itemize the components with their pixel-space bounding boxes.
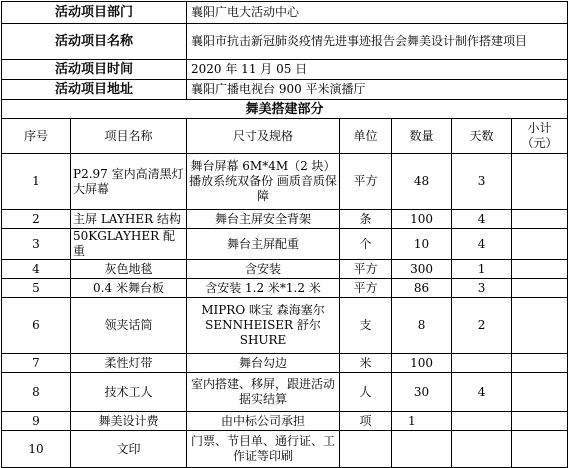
row-subtotal <box>512 298 568 354</box>
row-item: 灰色地毯 <box>71 260 187 279</box>
time-label: 活动项目时间 <box>2 60 187 80</box>
row-no: 2 <box>2 210 71 229</box>
row-spec: 舞台主屏配重 <box>187 229 340 260</box>
row-subtotal <box>512 210 568 229</box>
row-no: 4 <box>2 260 71 279</box>
row-qty <box>392 431 452 468</box>
col-header-qty: 数量 <box>392 119 452 154</box>
row-days: 4 <box>452 210 512 229</box>
name-value: 襄阳市抗击新冠肺炎疫情先进事迹报告会舞美设计制作搭建项目 <box>187 24 568 60</box>
table-row <box>2 260 568 279</box>
row-item: 领夹话筒 <box>71 298 187 354</box>
section-title: 舞美搭建部分 <box>2 100 568 119</box>
table-row <box>2 154 568 210</box>
address-row <box>2 80 568 100</box>
row-spec: MIPRO 咪宝 森海塞尔 SENNHEISER 舒尔 SHURE <box>187 298 340 354</box>
row-days <box>452 412 512 431</box>
row-no: 8 <box>2 373 71 412</box>
table-row <box>2 354 568 373</box>
table-row <box>2 373 568 412</box>
department-label: 活动项目部门 <box>2 2 187 24</box>
table-row <box>2 431 568 468</box>
row-unit: 平方 <box>340 154 392 210</box>
row-item: 技术工人 <box>71 373 187 412</box>
table-row <box>2 279 568 298</box>
row-qty: 86 <box>392 279 452 298</box>
row-days: 3 <box>452 154 512 210</box>
row-qty: 100 <box>392 354 452 373</box>
row-spec: 舞台勾边 <box>187 354 340 373</box>
table-row <box>2 210 568 229</box>
row-item: 舞美设计费 <box>71 412 187 431</box>
row-item: 文印 <box>71 431 187 468</box>
row-subtotal <box>512 260 568 279</box>
row-no: 9 <box>2 412 71 431</box>
col-header-unit: 单位 <box>340 119 392 154</box>
row-subtotal <box>512 412 568 431</box>
row-item: 柔性灯带 <box>71 354 187 373</box>
row-subtotal <box>512 229 568 260</box>
row-days <box>452 431 512 468</box>
row-no: 3 <box>2 229 71 260</box>
address-label: 活动项目地址 <box>2 80 187 100</box>
table-row <box>2 298 568 354</box>
row-subtotal <box>512 279 568 298</box>
time-value: 2020 年 11 月 05 日 <box>187 60 568 80</box>
activity-table <box>1 1 568 468</box>
row-item: 0.4 米舞台板 <box>71 279 187 298</box>
department-value: 襄阳广电大活动中心 <box>187 2 568 24</box>
row-subtotal <box>512 154 568 210</box>
row-spec: 含安装 <box>187 260 340 279</box>
col-header-item: 项目名称 <box>71 119 187 154</box>
row-spec: 由中标公司承担 <box>187 412 340 431</box>
row-qty: 30 <box>392 373 452 412</box>
row-days: 4 <box>452 229 512 260</box>
row-item: 50KGLAYHER 配重 <box>71 229 187 260</box>
row-qty: 10 <box>392 229 452 260</box>
col-header-subtotal: 小计（元） <box>512 119 568 154</box>
row-days: 1 <box>452 260 512 279</box>
row-subtotal <box>512 354 568 373</box>
row-no: 1 <box>2 154 71 210</box>
name-row <box>2 24 568 60</box>
col-header-spec: 尺寸及规格 <box>187 119 340 154</box>
row-unit: 平方 <box>340 260 392 279</box>
row-unit: 米 <box>340 354 392 373</box>
row-days <box>452 354 512 373</box>
row-no: 5 <box>2 279 71 298</box>
row-qty: 300 <box>392 260 452 279</box>
row-spec: 含安装 1.2 米*1.2 米 <box>187 279 340 298</box>
row-unit: 项 <box>340 412 392 431</box>
column-header-row <box>2 119 568 154</box>
table-row <box>2 412 568 431</box>
row-no: 7 <box>2 354 71 373</box>
row-unit: 平方 <box>340 279 392 298</box>
row-spec: 门票、节目单、通行证、工作证等印刷 <box>187 431 340 468</box>
row-spec: 舞台屏幕 6M*4M（2 块）播放系统双备份 画质音质保障 <box>187 154 340 210</box>
name-label: 活动项目名称 <box>2 24 187 60</box>
department-row <box>2 2 568 24</box>
col-header-days: 天数 <box>452 119 512 154</box>
row-unit: 人 <box>340 373 392 412</box>
address-value: 襄阳广播电视台 900 平米演播厅 <box>187 80 568 100</box>
col-header-no: 序号 <box>2 119 71 154</box>
row-qty: 100 <box>392 210 452 229</box>
time-row <box>2 60 568 80</box>
row-unit: 个 <box>340 229 392 260</box>
row-unit: 支 <box>340 298 392 354</box>
row-subtotal <box>512 373 568 412</box>
row-days: 3 <box>452 279 512 298</box>
row-unit <box>340 431 392 468</box>
row-days: 4 <box>452 373 512 412</box>
row-no: 10 <box>2 431 71 468</box>
table-row <box>2 229 568 260</box>
row-days: 2 <box>452 298 512 354</box>
row-qty: 8 <box>392 298 452 354</box>
row-qty: 1 <box>392 412 452 431</box>
row-no: 6 <box>2 298 71 354</box>
row-qty: 48 <box>392 154 452 210</box>
row-subtotal <box>512 431 568 468</box>
section-row <box>2 100 568 119</box>
row-item: P2.97 室内高清黑灯大屏幕 <box>71 154 187 210</box>
row-spec: 舞台主屏安全背架 <box>187 210 340 229</box>
row-item: 主屏 LAYHER 结构 <box>71 210 187 229</box>
row-unit: 条 <box>340 210 392 229</box>
row-spec: 室内搭建、移屏，跟进活动 据实结算 <box>187 373 340 412</box>
